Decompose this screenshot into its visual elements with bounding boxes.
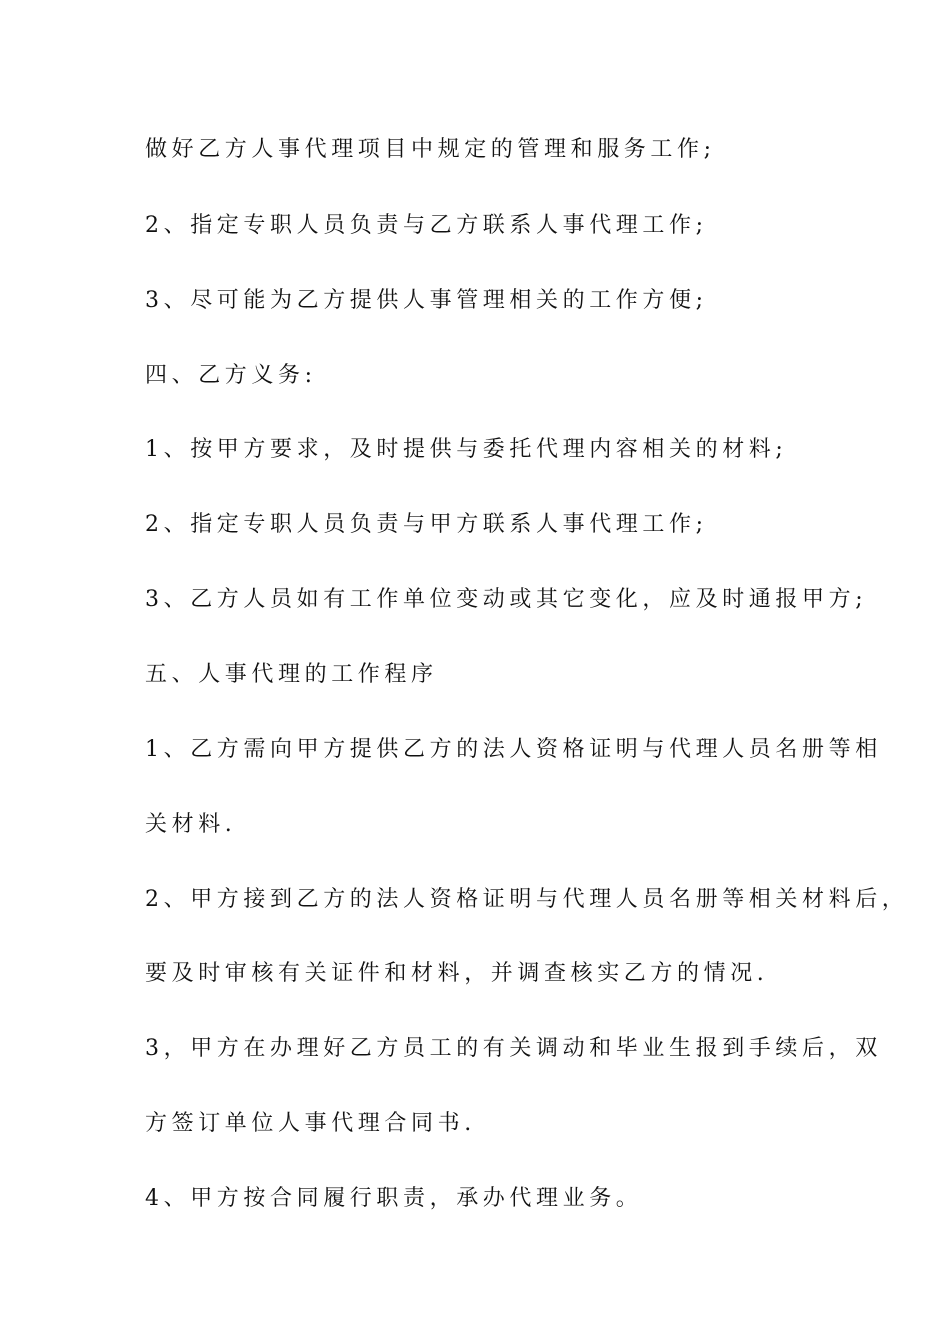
paragraph-line: 4、甲方按合同履行职责，承办代理业务。 (145, 1186, 643, 1211)
paragraph-line: 2、指定专职人员负责与甲方联系人事代理工作; (145, 512, 708, 537)
section-heading: 四、乙方义务: (145, 363, 317, 388)
paragraph-line: 要及时审核有关证件和材料，并调查核实乙方的情况. (145, 961, 769, 986)
paragraph-line: 2、指定专职人员负责与乙方联系人事代理工作; (145, 213, 708, 238)
paragraph-line: 3，甲方在办理好乙方员工的有关调动和毕业生报到手续后，双 (145, 1036, 882, 1061)
paragraph-line: 3、尽可能为乙方提供人事管理相关的工作方便; (145, 288, 708, 313)
paragraph-line: 做好乙方人事代理项目中规定的管理和服务工作; (145, 137, 716, 162)
paragraph-line: 1、乙方需向甲方提供乙方的法人资格证明与代理人员名册等相 (145, 737, 882, 762)
section-heading: 五、人事代理的工作程序 (145, 662, 438, 687)
paragraph-line: 关材料. (145, 812, 237, 837)
paragraph-line: 2、甲方接到乙方的法人资格证明与代理人员名册等相关材料后， (145, 887, 909, 912)
paragraph-line: 方签订单位人事代理合同书. (145, 1111, 476, 1136)
paragraph-line: 1、按甲方要求，及时提供与委托代理内容相关的材料; (145, 437, 788, 462)
paragraph-line: 3、乙方人员如有工作单位变动或其它变化，应及时通报甲方; (145, 587, 868, 612)
